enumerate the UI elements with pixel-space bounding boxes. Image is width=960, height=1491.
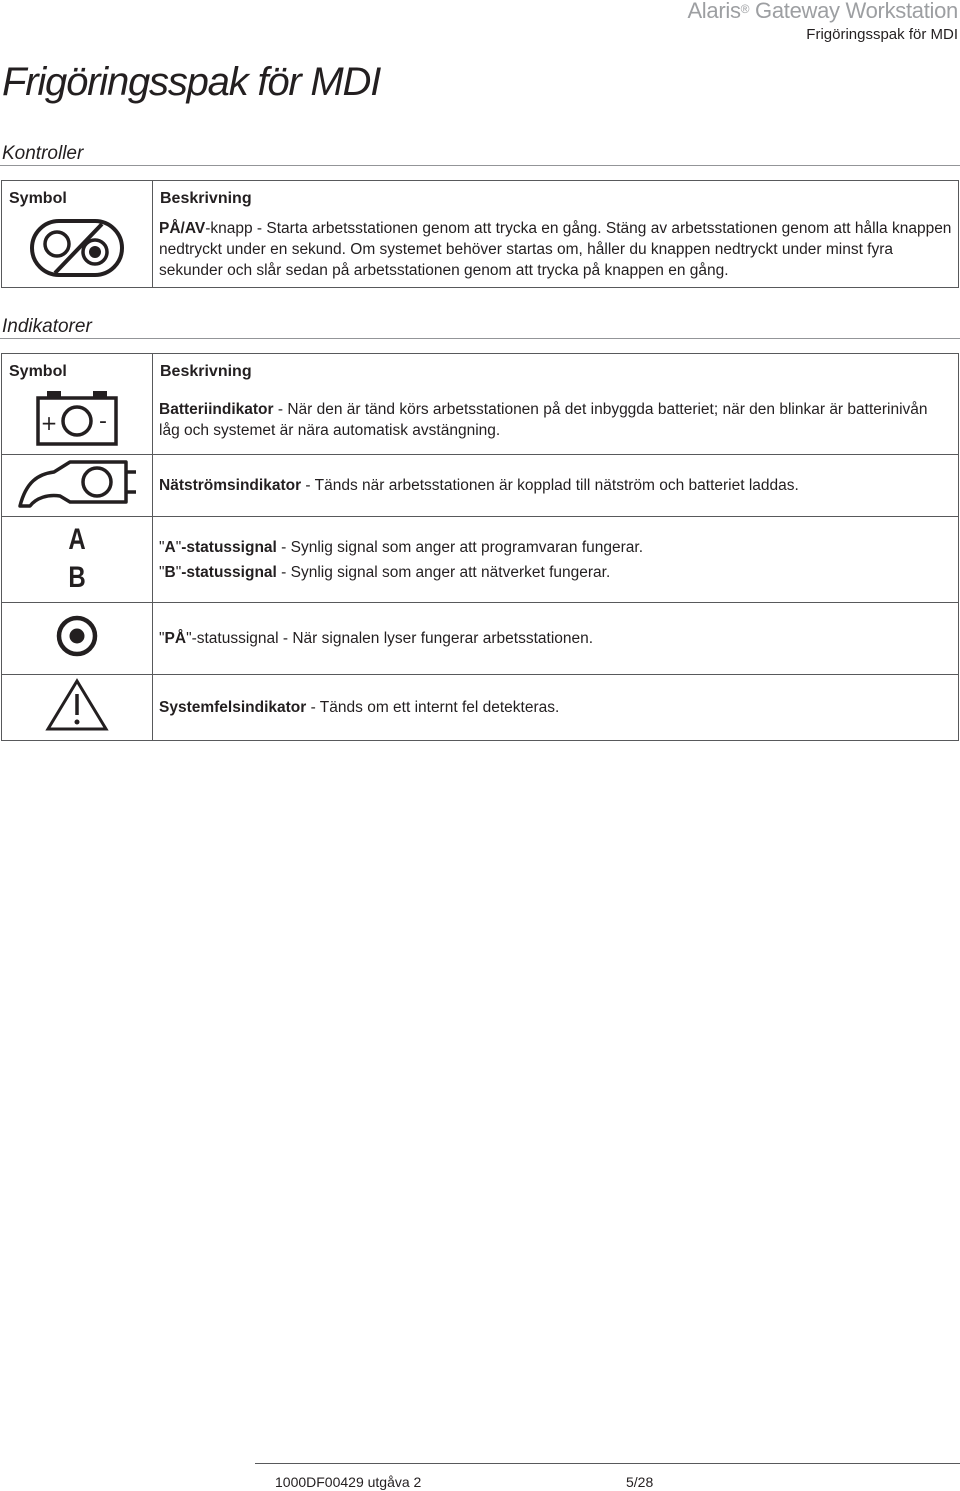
status-a-label: A <box>164 539 176 556</box>
status-ab-symbol-cell <box>2 516 153 602</box>
fault-desc-cell <box>153 674 959 740</box>
indicators-section-title: Indikatorer <box>2 316 92 337</box>
on-desc-cell: "PÅ"-statussignal - När signalen lyser fungerar arbetsstationen. <box>153 602 959 674</box>
indicators-col-symbol: Symbol <box>2 354 153 388</box>
battery-desc-cell <box>153 387 959 454</box>
power-desc-cell <box>153 214 959 288</box>
on-status-icon <box>54 613 100 659</box>
controls-section-rule <box>0 165 960 166</box>
mains-symbol-cell <box>2 454 153 516</box>
status-b-icon: B <box>68 561 86 594</box>
power-label: PÅ/AV <box>159 220 206 237</box>
on-symbol-cell <box>2 602 153 674</box>
on-text: -statussignal - När signalen lyser fungerar arbetsstationen. <box>191 629 594 647</box>
status-b-label: B <box>164 564 176 581</box>
status-a-icon: A <box>68 523 86 556</box>
mains-text: - Tänds när arbetsstationen är kopplad till nätström och batteriet laddas. <box>301 476 799 494</box>
header-product: Alaris® Gateway Workstation <box>687 0 958 23</box>
power-symbol-cell <box>2 214 153 288</box>
mains-desc-cell <box>153 454 959 516</box>
status-ab-desc-cell <box>153 516 959 602</box>
footer-rule <box>255 1463 960 1464</box>
controls-col-desc: Beskrivning <box>153 181 959 215</box>
footer-page-number: 5/28 <box>626 1474 654 1490</box>
fault-symbol-cell <box>2 674 153 740</box>
fault-label: Systemfelsindikator <box>159 698 307 716</box>
on-label: PÅ <box>164 629 187 647</box>
warning-triangle-icon <box>44 677 110 733</box>
controls-table <box>1 180 959 288</box>
indicators-table <box>1 353 959 741</box>
header-subtitle: Frigöringsspak för MDI <box>806 26 958 43</box>
power-text: -knapp - Starta arbetsstationen genom att trycka en gång. Stäng av arbetsstationen genom att hålla knappen nedtryckt under en sekund. Om systemet behöver startas om, håller du knappen nedtryckt under minst fyra sekunder och slår sedan på arbetsstationen genom att trycka på knappen en gång. <box>159 220 952 279</box>
controls-section-title: Kontroller <box>2 143 84 164</box>
status-b-line: "B"-statussignal - Synlig signal som anger att nätverket fungerar. <box>159 564 611 581</box>
mains-plug-icon <box>14 456 140 510</box>
registered-mark: ® <box>740 2 750 16</box>
battery-icon <box>35 388 119 448</box>
mains-label: Nätströmsindikator <box>159 476 302 494</box>
fault-text: - Tänds om ett internt fel detekteras. <box>306 698 560 716</box>
status-a-text: - Synlig signal som anger att programvaran fungerar. <box>276 539 644 556</box>
battery-plus-sign: + <box>40 410 58 435</box>
battery-label: Batteriindikator <box>159 401 274 419</box>
indicators-section-rule <box>0 338 960 339</box>
indicators-col-desc: Beskrivning <box>153 354 959 388</box>
status-b-text: - Synlig signal som anger att nätverket fungerar. <box>276 564 611 581</box>
power-button-icon <box>29 216 125 280</box>
status-a-line: "A"-statussignal - Synlig signal som anger att programvaran fungerar. <box>159 539 644 556</box>
battery-text: - När den är tänd körs arbetsstationen på det inbyggda batteriet; när den blinkar är batterinivån låg och systemet är nära automatisk avstängning. <box>159 401 928 440</box>
footer-doc-number: 1000DF00429 utgåva 2 <box>275 1474 422 1490</box>
battery-symbol-cell <box>2 387 153 454</box>
page-title: Frigöringsspak för MDI <box>2 60 381 104</box>
battery-minus-sign: - <box>99 408 107 434</box>
controls-col-symbol: Symbol <box>2 181 153 215</box>
